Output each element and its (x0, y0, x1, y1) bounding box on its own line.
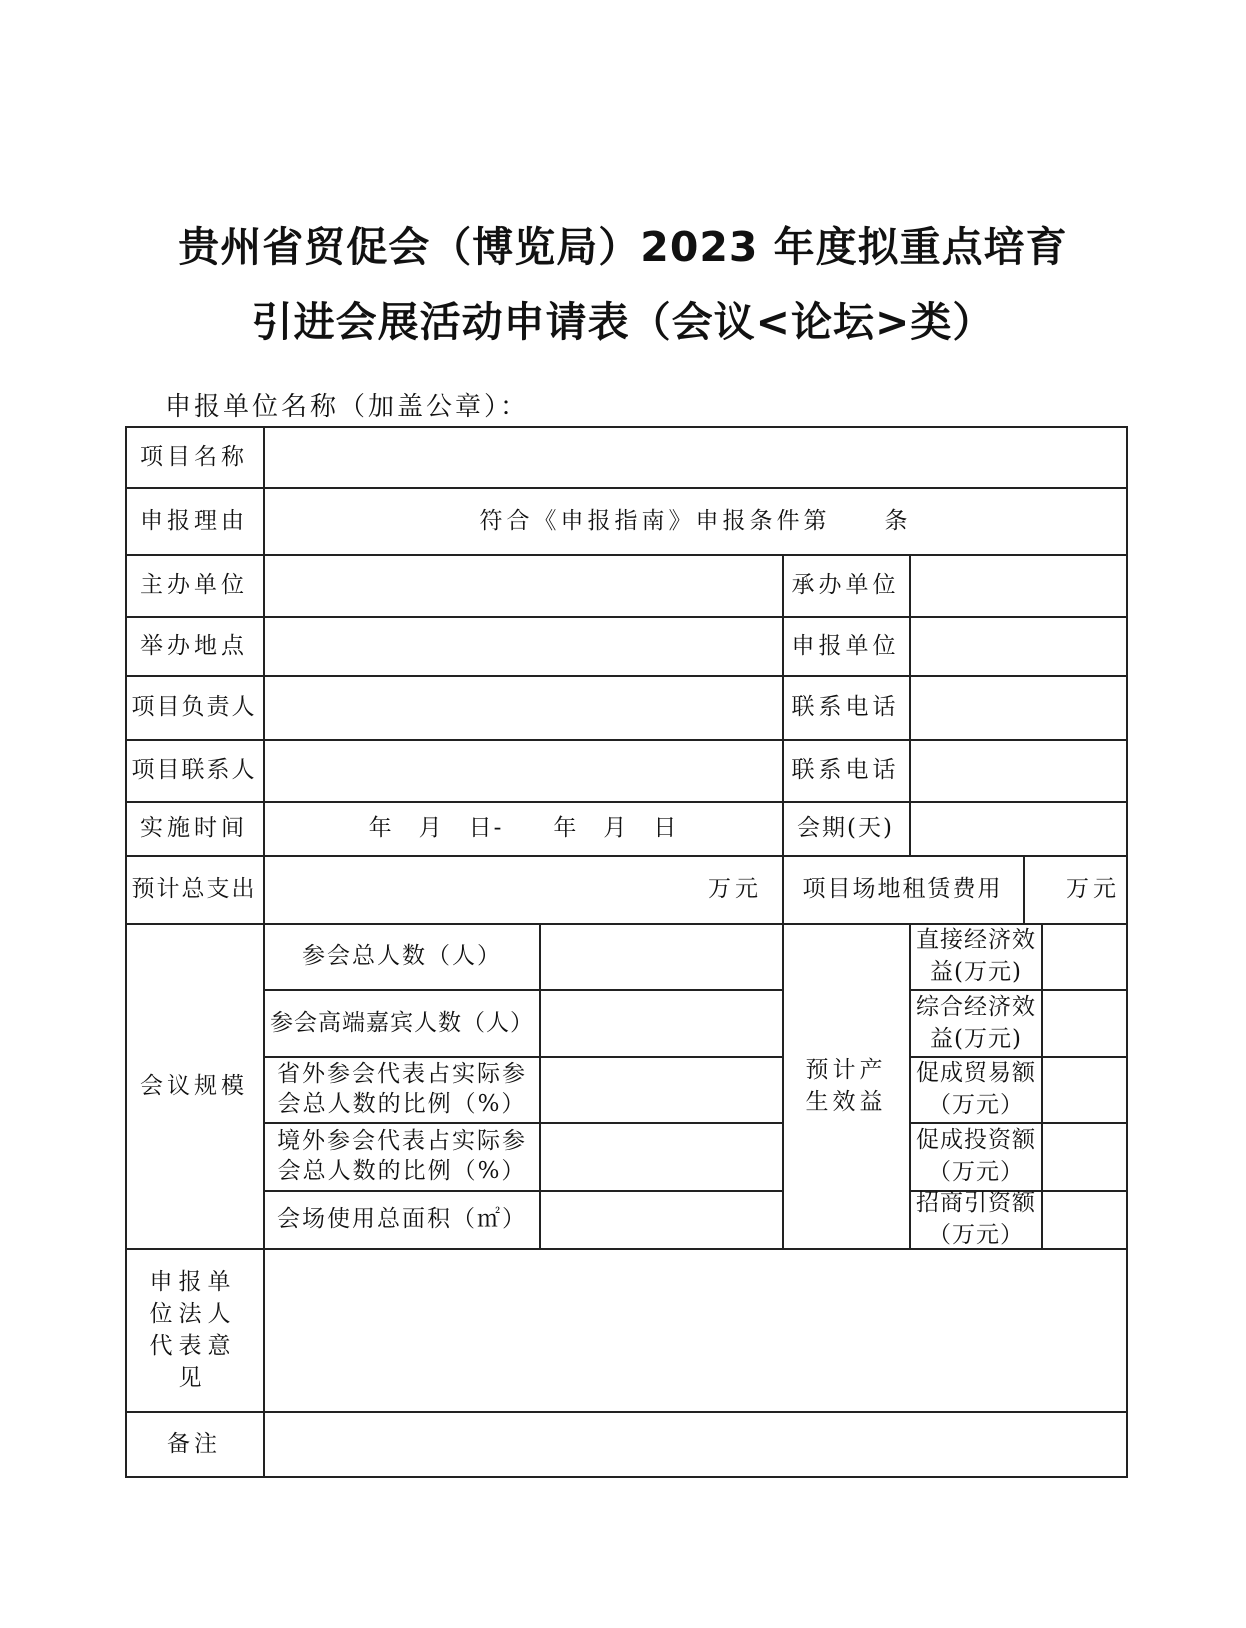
field-phone-2[interactable] (911, 739, 1126, 801)
field-comprehensive-benefit[interactable] (1043, 989, 1126, 1056)
label-host: 主办单位 (140, 572, 248, 598)
field-phone-1[interactable] (911, 675, 1126, 739)
field-organizer[interactable] (911, 554, 1126, 616)
field-host[interactable] (265, 554, 782, 616)
label-overseas-ratio: 境外参会代表占实际参会总人数的比例（%） (277, 1128, 527, 1184)
label-remarks: 备注 (167, 1430, 221, 1457)
label-out-of-province-ratio: 省外参会代表占实际参会总人数的比例（%） (277, 1061, 527, 1117)
field-venue[interactable] (265, 616, 782, 675)
field-remarks[interactable] (265, 1411, 1126, 1476)
field-out-of-province-ratio[interactable] (541, 1056, 782, 1122)
field-duration-days[interactable] (911, 801, 1126, 855)
table-border (1126, 426, 1128, 1478)
label-comprehensive-benefit: 综合经济效益(万元) (916, 993, 1036, 1052)
label-investment-volume: 促成投资额（万元） (916, 1127, 1036, 1185)
field-total-attendees[interactable] (541, 923, 782, 989)
field-direct-benefit[interactable] (1043, 923, 1126, 989)
field-project-contact[interactable] (265, 739, 782, 801)
label-direct-benefit: 直接经济效益(万元) (916, 927, 1036, 985)
form-title-line1: 贵州省贸促会（博览局）2023 年度拟重点培育 (178, 223, 1068, 271)
field-period[interactable]: 年 月 日- 年 月 日 (368, 815, 679, 841)
field-trade-volume[interactable] (1043, 1056, 1126, 1122)
label-duration-days: 会期(天) (797, 815, 894, 841)
field-venue-area[interactable] (541, 1190, 782, 1248)
field-declaring-unit[interactable] (911, 616, 1126, 675)
field-attracted-investment[interactable] (1043, 1190, 1126, 1248)
label-meeting-scale: 会议规模 (140, 1072, 248, 1099)
field-investment-volume[interactable] (1043, 1122, 1126, 1190)
label-venue-area: 会场使用总面积（㎡） (277, 1206, 527, 1232)
label-total-budget: 预计总支出 (131, 876, 257, 902)
label-expected-benefit: 预计产生效益 (805, 1056, 887, 1115)
label-declaring-unit: 申报单位 (791, 632, 900, 659)
label-attracted-investment: 招商引资额（万元） (916, 1190, 1036, 1248)
label-project-contact: 项目联系人 (131, 757, 257, 783)
field-vip-attendees[interactable] (541, 989, 782, 1056)
rent-unit[interactable]: 万元 (1066, 876, 1120, 902)
label-legal-representative-opinion: 申报单位法人代表意见 (149, 1268, 237, 1391)
label-venue: 举办地点 (140, 632, 248, 659)
application-table (125, 426, 1128, 1478)
table-border (125, 1476, 1128, 1478)
field-reason[interactable]: 符合《申报指南》申报条件第 条 (479, 507, 912, 534)
label-phone-2: 联系电话 (791, 757, 900, 783)
label-total-attendees: 参会总人数（人） (302, 943, 502, 969)
label-project-name: 项目名称 (140, 443, 248, 470)
applicant-label: 申报单位名称（加盖公章）： (165, 392, 530, 422)
label-reason: 申报理由 (140, 507, 248, 534)
label-trade-volume: 促成贸易额（万元） (916, 1060, 1036, 1118)
form-title-line2: 引进会展活动申请表（会议<论坛>类） (251, 298, 995, 346)
label-vip-attendees: 参会高端嘉宾人数（人） (270, 1009, 534, 1036)
field-project-name[interactable] (265, 426, 1126, 487)
label-project-leader: 项目负责人 (131, 694, 257, 720)
budget-unit[interactable]: 万元 (708, 876, 762, 902)
field-overseas-ratio[interactable] (541, 1122, 782, 1190)
label-phone-1: 联系电话 (791, 694, 900, 720)
label-venue-rent: 项目场地租赁费用 (802, 876, 1003, 902)
label-period: 实施时间 (140, 815, 248, 841)
field-project-leader[interactable] (265, 675, 782, 739)
label-organizer: 承办单位 (791, 572, 900, 598)
field-legal-representative-opinion[interactable] (265, 1248, 1126, 1411)
